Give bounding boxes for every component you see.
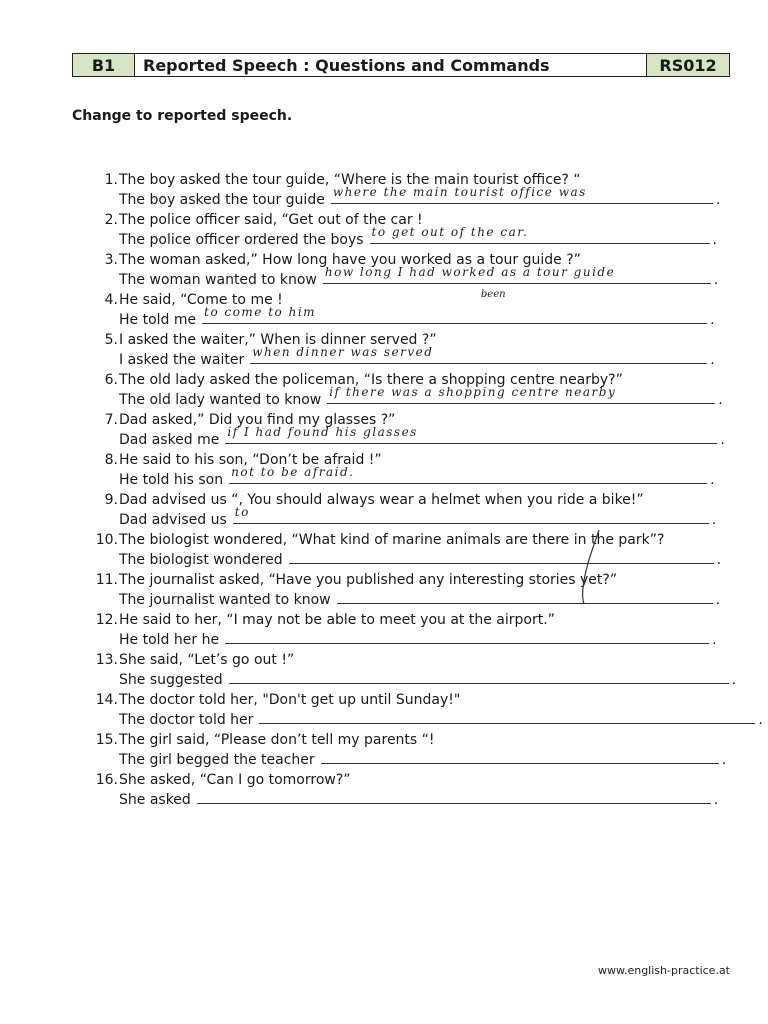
handwritten-answer: to [234,505,250,519]
exercise-prompt-line [93,770,733,790]
line-end-period: . [710,312,715,328]
handwritten-answer: where the main tourist office was [332,185,587,199]
exercise-prompt-line [93,450,733,470]
exercise-item [93,650,737,690]
exercise-item [93,450,733,490]
exercise-item [93,530,733,570]
answer-blank[interactable] [337,590,713,604]
exercise-answer-line [93,385,733,410]
exercise-number: 11. [95,572,118,588]
answer-blank[interactable] [331,185,713,204]
exercise-item [93,330,733,370]
line-end-period: . [715,192,721,208]
exercise-prompt: The boy asked the tour guide, “Where is the main tourist office? “ [119,172,581,188]
exercise-number: 2. [104,212,118,228]
exercise-list [93,170,763,810]
exercise-item [93,210,733,250]
exercise-prompt: I asked the waiter,” When is dinner served ?” [119,332,437,348]
exercise-number: 15. [95,732,118,748]
exercise-stem: Dad asked me [119,432,220,448]
handwritten-correction: been [480,289,506,300]
exercise-answer-line [93,305,733,330]
exercise-stem: I asked the waiter [119,352,245,368]
answer-blank[interactable] [370,225,710,244]
exercise-answer-line [93,630,733,650]
exercise-stem: The old lady wanted to know [119,392,322,408]
exercise-stem: The journalist wanted to know [119,592,331,608]
exercise-stem: The boy asked the tour guide [119,192,325,208]
exercise-prompt: Dad advised us “, You should always wear a helmet when you ride a bike!” [119,492,644,508]
exercise-number: 5. [104,332,118,348]
exercise-item [93,410,733,450]
line-end-period: . [712,232,717,248]
exercise-stem: The woman wanted to know [119,272,317,288]
exercise-item [93,770,733,810]
line-end-period: . [718,392,723,408]
exercise-prompt: She asked, “Can I go tomorrow?” [119,772,351,788]
answer-blank[interactable] [202,305,707,324]
line-end-period: . [715,592,721,608]
exercise-number: 8. [104,452,118,468]
exercise-stem: The doctor told her [119,712,254,728]
answer-blank[interactable] [229,465,707,484]
exercise-number: 3. [104,252,118,268]
exercise-item [93,610,733,650]
exercise-prompt-line [93,610,733,630]
exercise-prompt: The biologist wondered, “What kind of marine animals are there in the park”? [119,532,665,548]
exercise-prompt-line [93,490,733,510]
answer-blank[interactable] [289,550,714,564]
line-end-period: . [720,432,725,448]
exercise-answer-line [93,465,733,490]
exercise-item [93,290,733,330]
exercise-prompt: The old lady asked the policeman, “Is there a shopping centre nearby?” [119,372,623,388]
line-end-period: . [721,752,727,768]
exercise-prompt-line [93,290,733,310]
exercise-prompt: She said, “Let’s go out !” [119,652,295,668]
instruction: Change to reported speech. [72,108,293,124]
answer-blank[interactable] [225,425,717,444]
exercise-number: 16. [95,772,118,788]
exercise-number: 10. [95,532,118,548]
handwritten-answer: not to be afraid. [231,465,355,479]
worksheet-title: Reported Speech : Questions and Commands [135,54,647,76]
exercise-number: 4. [104,292,118,308]
exercise-stem: The police officer ordered the boys [119,232,364,248]
exercise-number: 9. [104,492,118,508]
exercise-stem: The biologist wondered [119,552,283,568]
answer-blank[interactable] [321,750,719,764]
exercise-item [93,690,763,730]
exercise-prompt: He said to her, “I may not be able to meet you at the airport.” [119,612,555,628]
exercise-answer-line [93,345,733,370]
exercise-prompt: The police officer said, “Get out of the car ! [119,212,423,228]
exercise-item [93,370,733,410]
handwritten-answer: how long I had worked as a tour guide [324,265,616,279]
exercise-prompt-line [93,570,733,590]
exercise-item [93,170,733,210]
answer-blank[interactable] [197,790,711,804]
line-end-period: . [711,512,717,528]
exercise-prompt: Dad asked,” Did you find my glasses ?” [119,412,396,428]
line-end-period: . [712,632,717,648]
worksheet-code: RS012 [647,54,729,76]
level-badge: B1 [73,54,135,76]
worksheet-header [72,53,730,77]
handwritten-answer: to get out of the car. [371,225,529,239]
line-end-period: . [713,792,719,808]
exercise-answer-line [93,590,733,610]
exercise-prompt: The girl said, “Please don’t tell my parents “! [119,732,435,748]
exercise-number: 7. [104,412,118,428]
line-end-period: . [716,552,722,568]
line-end-period: . [713,272,719,288]
line-end-period: . [758,712,763,728]
handwritten-answer: when dinner was served [252,345,434,359]
answer-blank[interactable] [225,630,709,644]
exercise-prompt: The doctor told her, "Don't get up until Sunday!" [119,692,461,708]
exercise-answer-line [93,550,733,570]
answer-blank[interactable] [233,505,709,524]
line-end-period: . [731,672,737,688]
exercise-prompt: He said to his son, “Don’t be afraid !” [119,452,382,468]
exercise-answer-line [93,790,733,810]
exercise-number: 6. [104,372,118,388]
answer-blank[interactable] [327,385,715,404]
exercise-answer-line [93,185,733,210]
exercise-item [93,730,733,770]
exercise-number: 14. [95,692,118,708]
exercise-stem: The girl begged the teacher [119,752,315,768]
handwritten-answer: to come to him [204,305,317,319]
exercise-prompt: The journalist asked, “Have you published any interesting stories yet?” [119,572,618,588]
exercise-prompt-line [93,650,733,670]
exercise-number: 13. [95,652,118,668]
exercise-answer-line [93,670,737,690]
exercise-stem: He told her he [119,632,220,648]
exercise-stem: She suggested [119,672,223,688]
exercise-answer-line [93,710,763,730]
exercise-stem: Dad advised us [119,512,227,528]
exercise-prompt: The woman asked,” How long have you worked as a tour guide ?” [119,252,581,268]
exercise-answer-line [93,505,733,530]
line-end-period: . [710,472,715,488]
exercise-stem: She asked [119,792,191,808]
handwritten-answer: if I had found his glasses [227,425,418,439]
exercise-stem: He told his son [119,472,224,488]
answer-blank[interactable] [259,710,755,724]
exercise-item [93,570,733,610]
footer-url: www.english-practice.at [597,964,730,977]
exercise-prompt-line [93,530,733,550]
exercise-stem: He told me [119,312,197,328]
answer-blank[interactable] [250,345,707,364]
answer-blank[interactable] [323,265,711,300]
line-end-period: . [710,352,715,368]
exercise-answer-line [93,750,733,770]
exercise-item [93,490,733,530]
exercise-prompt-line [93,690,733,710]
exercise-prompt: He said, “Come to me ! [119,292,283,308]
answer-blank[interactable] [229,670,729,684]
handwritten-slash-mark [575,528,605,606]
exercise-number: 12. [95,612,118,628]
exercise-answer-line [93,225,733,250]
exercise-number: 1. [104,172,118,188]
exercise-prompt-line [93,730,733,750]
exercise-answer-line [93,425,733,450]
handwritten-answer: if there was a shopping centre nearby [329,385,617,399]
